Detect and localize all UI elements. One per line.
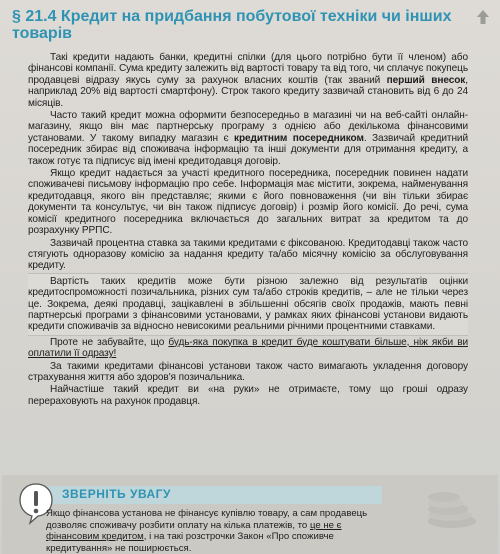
paragraph-6-text: Проте не забувайте, що <box>50 336 169 348</box>
paragraph-1-text-end: , наприклад 20% від вартості смартфону). Строк такого кредиту зазвичай становить від 6 до 24 місяців. <box>28 74 468 109</box>
paragraph-6-underlined: будь-яка покупка в кредит буде коштувати більше, ніж якби ви оплатили її одразу! <box>28 336 468 360</box>
paragraph-3: Якщо кредит надається за участі кредитного посередника, посередник повинен надати споживачеві письмову інформацію про себе. Інформація має містити, зокрема, найменування кредитодавця, якого він представляє; якими є його повноваження (чи він тільки збирає документи та консультує, чи він також підписує договір) і розмір його комісії. До речі, сума комісії кредитного посередника включається до загальних витрат за кредитом та до розрахунку РРПС. <box>28 168 468 237</box>
arrow-up-icon[interactable] <box>476 9 490 25</box>
term-credit-intermediary: кредитним посередником <box>234 132 364 144</box>
attention-box <box>2 475 498 554</box>
attention-text-start: Якщо фінансова установа не фінансує купівлю товару, а сам продавець дозволяє споживачу розбити оплату на кілька платежів, то <box>46 508 368 531</box>
paragraph-1-text: Такі кредити надають банки, кредитні спілки (для цього потрібно бути її членом) або фінансові компанії. Сума кредиту залежить від вартості товару та від того, чи сплачує покупець продавцеві відразу якусь суму за рахунок власних коштів (так званий <box>28 52 468 86</box>
paragraph-7: За такими кредитами фінансові установи також часто вимагають укладення договору страхування життя або здоров'я позичальника. <box>28 360 468 383</box>
attention-text <box>46 508 386 554</box>
paragraph-8: Найчастіше такий кредит ви «на руки» не отримаєте, тому що гроші одразу перераховують на рахунок продавця. <box>28 384 468 407</box>
coins-icon <box>400 481 480 531</box>
article-body <box>28 52 468 408</box>
paragraph-4: Зазвичай процентна ставка за такими кредитами є фіксованою. Кредитодавці також часто стягують одноразову комісію за надання кредиту та/або місячну комісію за обслуговування кредиту. <box>28 237 468 272</box>
paragraph-2-text-end: . Зазвичай кредитний посередник збирає від споживача інформацію та інші документи для отримання кредиту, а також готує та підписує від імені кредитодавця договір. <box>28 132 468 167</box>
paragraph-1 <box>28 52 468 109</box>
paragraph-6 <box>28 337 468 360</box>
attention-text-underlined: це не є фінансовим кредитом <box>46 519 342 543</box>
paragraph-2 <box>28 110 468 167</box>
attention-title: ЗВЕРНІТЬ УВАГУ <box>62 487 171 501</box>
attention-text-end: , і на такі розстрочки Закон «Про споживче кредитування» не поширюється. <box>46 531 334 554</box>
paragraph-5: Вартість таких кредитів може бути різною залежно від результатів оцінки кредитоспроможності позичальника, різних сум та/або строків кредитів, – але не тільки через це. Зокрема, деякі продавці, зацікавлені в збільшенні обсягів своїх продажів, мають певні партнерські програми з фінансовими установами, у рамках яких фінансові установи видають кредити споживачів за відносно невисокими реальними річними процентними ставками. <box>28 273 468 336</box>
term-first-payment: перший внесок <box>386 74 466 86</box>
section-title: § 21.4 Кредит на придбання побутової техніки чи інших товарів <box>12 8 452 42</box>
paragraph-2-text: Часто такий кредит можна оформити безпосередньо в магазині чи на веб-сайті онлайн-магазину, якщо він має партнерську програму з однією або декількома фінансовими установами. У такому випадку магазин є <box>28 110 468 144</box>
